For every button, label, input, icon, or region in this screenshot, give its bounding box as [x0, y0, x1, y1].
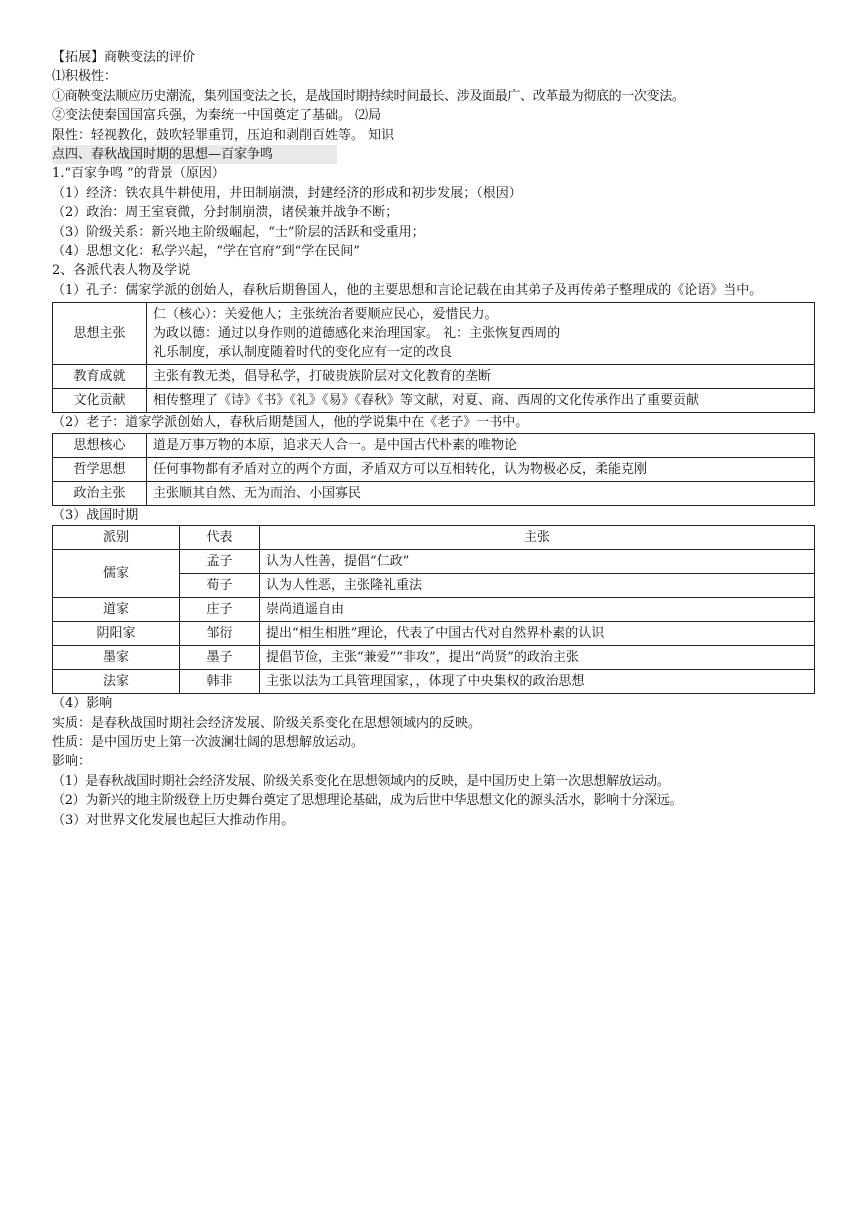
text-line: ⑴积极性：: [52, 69, 118, 85]
table-row: [53, 303, 815, 365]
row-content: 相传整理了《诗》《书》《礼》《易》《春秋》等文献，对夏、商、西周的文化传承作出了重要贡献: [147, 389, 815, 413]
text-line: （2）为新兴的地主阶级登上历史舞台奠定了思想理论基础，成为后世中华思想文化的源头活水，影响十分深远。: [52, 793, 683, 809]
school-cell: 法家: [53, 670, 180, 694]
rep-cell: 墨子: [180, 646, 260, 670]
text-line: （3）对世界文化发展也起巨大推动作用。: [52, 812, 295, 828]
row-content: 道是万事万物的本原，追求天人合一。是中国古代朴素的唯物论: [147, 433, 815, 457]
row-label: 思想主张: [53, 303, 147, 365]
school-cell: 墨家: [53, 646, 180, 670]
row-label: 政治主张: [53, 481, 147, 505]
text-line: 影响：: [52, 754, 92, 770]
confucius-intro: （1）孔子：儒家学派的创始人，春秋后期鲁国人，他的主要思想和言论记载在由其弟子及再传弟子整理成的《论语》当中。: [52, 282, 763, 298]
row-label: 哲学思想: [53, 457, 147, 481]
rep-cell: 孟子: [180, 550, 260, 574]
rep-cell: 荀子: [180, 574, 260, 598]
row-content: 主张顺其自然、无为而治、小国寡民: [147, 481, 815, 505]
claim-cell: 主张以法为工具管理国家，，体现了中央集权的政治思想: [260, 670, 815, 694]
claim-cell: 提出“相生相胜”理论，代表了中国古代对自然界朴素的认识: [260, 622, 815, 646]
warring-states-table: [52, 525, 815, 694]
school-cell: 儒家: [53, 550, 180, 598]
row-label: 教育成就: [53, 365, 147, 389]
warring-intro: （3）战国时期: [52, 507, 139, 523]
row-content: 任何事物都有矛盾对立的两个方面，矛盾双方可以互相转化，认为物极必反，柔能克刚: [147, 457, 815, 481]
table-row: [53, 389, 815, 413]
rep-cell: 庄子: [180, 598, 260, 622]
text-line: （4）影响: [52, 696, 113, 712]
text-line: 限性：轻视教化，鼓吹轻罪重罚，压迫和剥削百姓等。 知识: [52, 127, 395, 143]
intro-lines: [52, 48, 818, 145]
table-row: [53, 457, 815, 481]
header-claim: 主张: [260, 526, 815, 550]
text-line: 【拓展】商鞅变法的评价: [52, 50, 196, 65]
row-label: 思想核心: [53, 433, 147, 457]
background-lines: [52, 164, 818, 280]
text-line: （4）思想文化：私学兴起，“学在官府”到“学在民间”: [52, 244, 360, 260]
rep-cell: 邹衍: [180, 622, 260, 646]
rep-cell: 韩非: [180, 670, 260, 694]
table-row: [53, 598, 815, 622]
claim-cell: 提倡节俭，主张“兼爱”“非攻”，提出“尚贤”的政治主张: [260, 646, 815, 670]
school-cell: 阴阳家: [53, 622, 180, 646]
text-line: 实质：是春秋战国时期社会经济发展、阶级关系变化在思想领域内的反映。: [52, 715, 482, 731]
row-content: 主张有教无类，倡导私学，打破贵族阶层对文化教育的垄断: [147, 365, 815, 389]
text-line: （2）政治：周王室衰微，分封制崩溃，诸侯兼并战争不断；: [52, 205, 399, 221]
row-content: 仁（核心）：关爱他人；主张统治者要顺应民心，爱惜民力。 为政以德：通过以身作则的道德感化来治理国家。 礼：主张恢复西周的 礼乐制度，承认制度随着时代的变化应有一定的改良: [147, 303, 815, 365]
section-title: 点四、春秋战国时期的思想—百家争鸣: [52, 145, 337, 164]
text-line: ①商鞅变法顺应历史潮流，集列国变法之长，是战国时期持续时间最长、涉及面最广、改革最为彻底的一次变法。: [52, 88, 685, 104]
laozi-intro: （2）老子：道家学派创始人，春秋后期楚国人，他的学说集中在《老子》一书中。: [52, 415, 529, 431]
school-cell: 道家: [53, 598, 180, 622]
claim-cell: 认为人性恶，主张隆礼重法: [260, 574, 815, 598]
table-row: [53, 670, 815, 694]
header-school: 派别: [53, 526, 180, 550]
text-line: （1）是春秋战国时期社会经济发展、阶级关系变化在思想领域内的反映，是中国历史上第一次思想解放运动。: [52, 773, 670, 789]
text-line: 1.“百家争鸣 ”的背景（原因）: [52, 166, 225, 182]
text-line: （3）阶级关系：新兴地主阶级崛起，“士”阶层的活跃和受重用；: [52, 224, 425, 240]
table-header-row: [53, 526, 815, 550]
table-row: [53, 365, 815, 389]
document-page: [52, 48, 818, 830]
influence-lines: [52, 694, 818, 830]
header-rep: 代表: [180, 526, 260, 550]
table-row: [53, 481, 815, 505]
table-row: [53, 433, 815, 457]
claim-cell: 认为人性善，提倡“仁政”: [260, 550, 815, 574]
table-row: [53, 550, 815, 574]
laozi-table: [52, 433, 815, 506]
claim-cell: 崇尚逍遥自由: [260, 598, 815, 622]
row-label: 文化贡献: [53, 389, 147, 413]
text-line: 性质：是中国历史上第一次波澜壮阔的思想解放运动。: [52, 734, 365, 750]
text-line: （1）经济：铁农具牛耕使用，井田制崩溃，封建经济的形成和初步发展；（根因）: [52, 185, 522, 201]
text-line: ②变法使秦国国富兵强，为秦统一中国奠定了基础。 ⑵局: [52, 108, 382, 124]
table-row: [53, 646, 815, 670]
text-line: 2、各派代表人物及学说: [52, 263, 191, 279]
table-row: [53, 622, 815, 646]
confucius-table: [52, 302, 815, 413]
